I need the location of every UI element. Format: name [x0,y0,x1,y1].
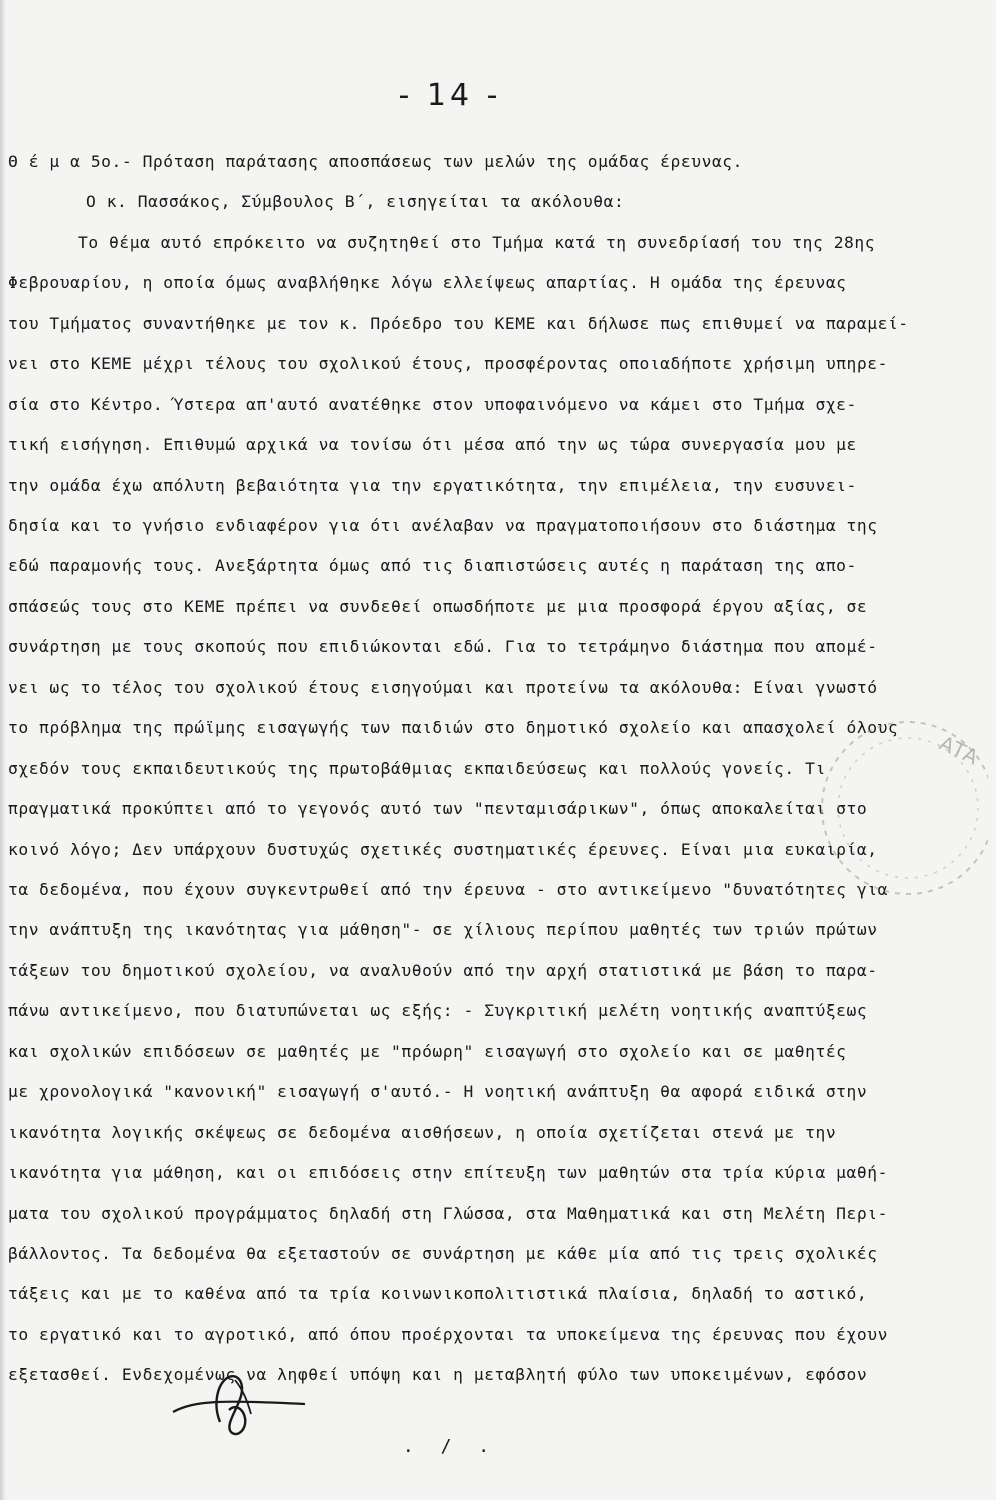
line-20: την ανάπτυξη της ικανότητας για μάθηση"- σε χίλιους περίπου μαθητές των τριών πρώτων [8,920,878,939]
line-17: πραγματικά προκύπτει από το γεγονός αυτό των "πενταμισάρικων", όπως αποκαλείται στο [8,799,868,818]
line-30: το εργατικό και το αγροτικό, από όπου προέρχονται τα υποκείμενα της έρευνας που έχουν [8,1325,888,1344]
stamp-text: ΑΤΑ [935,730,982,770]
line-10: δησία και το γνήσιο ενδιαφέρον για ότι ανέλαβαν να πραγματοποιήσουν στο διάστημα της [8,516,878,535]
line-27: ματα του σχολικού προγράμματος δηλαδή στη Γλώσσα, στα Μαθηματικά και στη Μελέτη Περι- [8,1204,888,1223]
line-5: του Τμήματος συναντήθηκε με τον κ. Πρόεδρο του ΚΕΜΕ και δήλωσε πως επιθυμεί να παραμεί- [8,314,909,333]
line-31: εξετασθεί. Ενδεχομένως να ληφθεί υπόψη και η μεταβλητή φύλο των υποκειμένων, εφόσον [8,1365,868,1384]
line-13: συνάρτηση με τους σκοπούς που επιδιώκονται εδώ. Για το τετράμηνο διάστημα που απομέ- [8,637,878,656]
line-8: τική εισήγηση. Επιθυμώ αρχικά να τονίσω ότι μέσα από την ως τώρα συνεργασία μου με [8,435,857,454]
line-3: Το θέμα αυτό επρόκειτο να συζητηθεί στο Τμήμα κατά τη συνεδρίασή του της 28ης [78,233,876,252]
line-12: σπάσεώς τους στο ΚΕΜΕ πρέπει να συνδεθεί οπωσδήποτε με μια προσφορά έργου αξίας, σε [8,597,868,616]
line-7: σία στο Κέντρο. Ύστερα απ'αυτό ανατέθηκε στον υποφαινόμενο να κάμει στο Τμήμα σχε- [8,395,857,414]
line-14: νει ως το τέλος του σχολικού έτους εισηγούμαι και προτείνω τα ακόλουθα: Είναι γνωστό [8,678,878,697]
line-28: βάλλοντος. Τα δεδομένα θα εξεταστούν σε συνάρτηση με κάθε μία από τις τρεις σχολικές [8,1244,878,1263]
continuation-mark: . / . [402,1436,498,1457]
line-21: τάξεων του δημοτικού σχολείου, να αναλυθούν από την αρχή στατιστικά με βάση το παρα- [8,961,878,980]
line-23: και σχολικών επιδόσεων σε μαθητές με "πρόωρη" εισαγωγή στο σχολείο και σε μαθητές [8,1042,847,1061]
line-18: κοινό λόγο; Δεν υπάρχουν δυστυχώς σχετικές συστηματικές έρευνες. Είναι μια ευκαιρία, [8,840,878,859]
line-22: πάνω αντικείμενο, που διατυπώνεται ως εξής: - Συγκριτική μελέτη νοητικής αναπτύξεως [8,1001,868,1020]
handwritten-signature [165,1370,315,1440]
page-number: - 14 - [398,78,502,113]
line-15: το πρόβλημα της πρώϊμης εισαγωγής των παιδιών στο δημοτικό σχολείο και απασχολεί όλους [8,718,899,737]
line-16: σχεδόν τους εκπαιδευτικούς της πρωτοβάθμιας εκπαιδεύσεως και πολλούς γονείς. Τι [8,759,826,778]
line-9: την ομάδα έχω απόλυτη βεβαιότητα για την εργατικότητα, την επιμέλεια, την ευσυνει- [8,476,857,495]
line-26: ικανότητα για μάθηση, και οι επιδόσεις στην επίτευξη των μαθητών στα τρία κύρια μαθή- [8,1163,888,1182]
faint-stamp [738,708,988,908]
line-2: Ο κ. Πασσάκος, Σύμβουλος Β΄, εισηγείται τα ακόλουθα: [86,192,625,211]
line-24: με χρονολογικά "κανονική" εισαγωγή σ'αυτό.- Η νοητική ανάπτυξη θα αφορά ειδικά στην [8,1082,868,1101]
line-1: Θ έ μ α 5ο.- Πρόταση παράτασης αποσπάσεως των μελών της ομάδας έρευνας. [8,152,744,171]
line-6: νει στο ΚΕΜΕ μέχρι τέλους του σχολικού έτους, προσφέροντας οποιαδήποτε χρήσιμη υπηρε- [8,354,888,373]
line-25: ικανότητα λογικής σκέψεως σε δεδομένα αισθήσεων, η οποία σχετίζεται στενά με την [8,1123,837,1142]
line-11: εδώ παραμονής τους. Ανεξάρτητα όμως από τις διαπιστώσεις αυτές η παράταση της απο- [8,556,857,575]
line-29: τάξεις και με το καθένα από τα τρία κοινωνικοπολιτιστικά πλαίσια, δηλαδή το αστικό, [8,1284,868,1303]
line-19: τα δεδομένα, που έχουν συγκεντρωθεί από την έρευνα - στο αντικείμενο "δυνατότητες για [8,880,888,899]
line-4: Φεβρουαρίου, η οποία όμως αναβλήθηκε λόγω ελλείψεως απαρτίας. Η ομάδα της έρευνας [8,273,847,292]
page-edge-shadow [0,0,6,1500]
